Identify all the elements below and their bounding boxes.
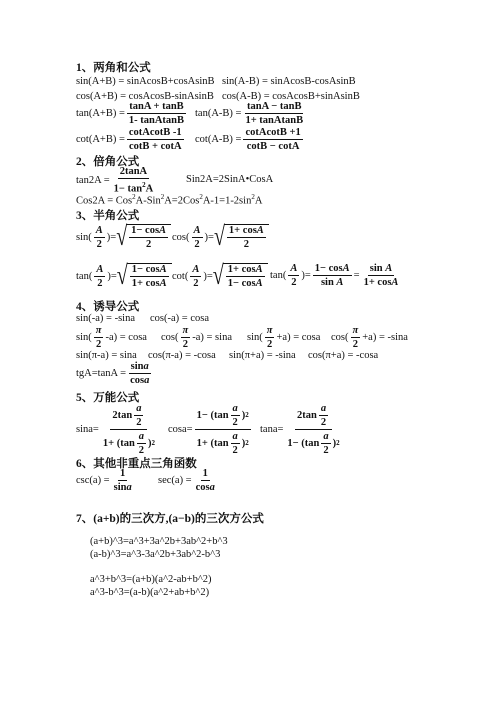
half-tan2-num1: 1− cos: [314, 263, 343, 274]
half-cos-num: 1+ cos: [228, 225, 257, 236]
cp2m-lhs: cos(: [161, 332, 179, 343]
half-tan-lhs: tan(: [76, 270, 93, 282]
sin-diff-formula: sin(A-B) = sinAcosB-cosAsinB: [222, 76, 356, 87]
sec-num: 1: [202, 468, 208, 479]
half-tan2-eq2: =: [353, 270, 360, 281]
csc-lhs: csc(a) =: [76, 475, 110, 486]
half-tan-eq: )=: [107, 270, 117, 282]
universal-cos: [168, 403, 253, 456]
half-tan2-num1-A: A: [342, 263, 350, 274]
sp2m-rhs: -a) = cosa: [105, 332, 147, 343]
csc-den: sin: [113, 482, 127, 493]
cot-diff-formula: [195, 127, 305, 152]
cos-pi-minus: cos(π-a) = -cosa: [148, 350, 216, 361]
half-sin-num-A: A: [159, 225, 167, 236]
cos2a-part-c: A=2Cos: [164, 195, 200, 207]
half-tan-num-A: A: [159, 264, 167, 275]
half-sin-A: A: [95, 224, 103, 236]
tan-sum-denominator: 1- tanAtanB: [128, 115, 185, 126]
sp2p-lhs: sin(: [247, 332, 263, 343]
cot-sum-denominator: cotB + cotA: [128, 141, 182, 152]
half-angle-tan-alt: [270, 263, 402, 288]
tan-sum-formula: [76, 101, 188, 126]
cube-sum-formula: (a+b)^3=a^3+3a^2b+3ab^2+b^3: [90, 536, 228, 547]
ut-lhs: tana=: [260, 424, 284, 435]
half-tan-A: A: [96, 263, 104, 275]
csc-formula: [76, 468, 136, 493]
us-den: 1+ (tan: [102, 438, 135, 449]
sqrt-icon: √: [116, 261, 128, 291]
tan-diff-lhs: tan(A-B) =: [195, 108, 242, 119]
us-den-2: 2: [138, 445, 145, 456]
sin-neg-formula: sin(-a) = -sina: [76, 313, 135, 324]
sum-of-cubes-formula: a^3+b^3=(a+b)(a^2-ab+b^2): [90, 574, 212, 585]
half-tan-2: 2: [97, 277, 103, 289]
tan-sum-lhs: tan(A+B) =: [76, 108, 125, 119]
cos-sum-formula: cos(A+B) = cosAcosB-sinAsinB: [76, 91, 214, 102]
sp2p-rhs: +a) = cosa: [276, 332, 321, 343]
tga-den-a: a: [144, 375, 150, 386]
cot-diff-denominator: cotB − cotA: [246, 141, 300, 152]
ut-den: 1− (tan: [287, 438, 320, 449]
sec-den: cos: [195, 482, 210, 493]
csc-num: 1: [120, 468, 126, 479]
us-den-close: ): [148, 438, 152, 449]
cot-sum-formula: [76, 127, 186, 152]
cp2p-2: 2: [352, 339, 358, 350]
sin-pi-minus: sin(π-a) = sina: [76, 350, 137, 361]
ut-num-2tan: 2tan: [296, 410, 317, 421]
tga-den: cos: [130, 375, 145, 386]
sqrt-icon: √: [213, 222, 225, 252]
us-num-2tan: 2tan: [112, 410, 133, 421]
csc-den-a: a: [126, 482, 132, 493]
half-cos-num-A: A: [256, 225, 264, 236]
cot-diff-lhs: cot(A-B) =: [195, 134, 242, 145]
uc-num-close: ): [241, 410, 246, 421]
half-cot-num-A: A: [255, 264, 263, 275]
tga-formula: [76, 361, 153, 386]
ut-num-2: 2: [320, 417, 327, 428]
tan2a-den-sup: 2: [142, 181, 146, 189]
us-den-sq: 2: [151, 439, 156, 447]
cot-sum-numerator: cotAcotB -1: [128, 127, 182, 138]
cos2a-sup-4: 2: [251, 193, 255, 201]
half-tan2-den2-A: A: [391, 277, 399, 288]
cos2a-sup-3: 2: [199, 193, 203, 201]
tan-diff-formula: [195, 101, 307, 126]
section-2-heading: 2、倍角公式: [76, 156, 140, 168]
cos2a-part-d: A-1=1-2sin: [202, 195, 252, 207]
us-den-a: a: [138, 431, 145, 442]
cos2a-part-b: A-Sin: [135, 195, 161, 207]
cos2a-part-e: A: [254, 195, 263, 207]
sin2a-formula: Sin2A=2SinA•CosA: [186, 174, 274, 185]
ut-num-a: a: [320, 403, 327, 414]
cp2m-rhs: -a) = sina: [192, 332, 232, 343]
uc-num: 1− (tan: [196, 410, 229, 421]
sin-pi-plus: sin(π+a) = -sina: [229, 350, 296, 361]
section-1-heading: 1、两角和公式: [76, 62, 151, 74]
half-cot-num: 1+ cos: [227, 264, 256, 275]
universal-sin: [76, 403, 159, 456]
cos2a-part-a: Cos2A = Cos: [76, 195, 133, 207]
cos-neg-formula: cos(-a) = cosa: [150, 313, 209, 324]
cos-pi2-plus: [331, 325, 408, 350]
ut-den-a: a: [323, 431, 329, 442]
half-cot-2: 2: [193, 277, 199, 289]
tga-num: sin: [130, 361, 144, 372]
half-cos-den: 2: [243, 239, 249, 250]
tga-num-a: a: [143, 361, 149, 372]
half-tan2-den1: sin: [320, 277, 334, 288]
section-5-heading: 5、万能公式: [76, 392, 140, 404]
diff-of-cubes-formula: a^3-b^3=(a-b)(a^2+ab+b^2): [90, 587, 210, 598]
ut-den-2: 2: [323, 445, 329, 456]
half-angle-tan: [76, 263, 172, 289]
uc-den-2: 2: [232, 445, 238, 456]
sp2m-2: 2: [95, 339, 102, 350]
half-tan2-lhs: tan(: [270, 270, 287, 281]
sin-pi2-plus: [247, 325, 320, 350]
half-sin-2: 2: [96, 238, 102, 250]
half-sin-den: 2: [145, 239, 152, 250]
sqrt-icon: √: [116, 222, 128, 252]
cp2p-rhs: +a) = -sina: [362, 332, 408, 343]
uc-num-sq: 2: [245, 411, 249, 419]
sp2m-lhs: sin(: [76, 332, 92, 343]
cos2a-sup-1: 2: [132, 193, 136, 201]
tan-sum-numerator: tanA + tanB: [129, 101, 184, 112]
sec-den-a: a: [209, 482, 215, 493]
half-cot-den-A: A: [255, 278, 263, 289]
uc-num-2: 2: [232, 417, 238, 428]
cos-pi2-minus: [161, 325, 232, 350]
sin-pi2-minus: [76, 325, 147, 350]
cos2a-formula: [76, 193, 262, 207]
half-tan2-2: 2: [291, 277, 297, 288]
sec-formula: [158, 468, 219, 493]
section-7-heading: 7、(a+b)的三次方,(a−b)的三次方公式: [76, 513, 264, 525]
sin-sum-formula: sin(A+B) = sinAcosB+cosAsinB: [76, 76, 215, 87]
uc-den-sq: 2: [245, 439, 249, 447]
half-tan2-num2: sin: [369, 263, 383, 274]
half-tan2-num2-A: A: [385, 263, 393, 274]
cos-diff-formula: cos(A-B) = cosAcosB+sinAsinB: [222, 91, 360, 102]
tga-lhs: tgA=tanA =: [76, 368, 127, 379]
us-lhs: sina=: [76, 424, 99, 435]
half-tan2-den1-A: A: [336, 277, 344, 288]
half-cos-A: A: [193, 224, 201, 236]
half-tan-den: 1+ cos: [131, 278, 160, 289]
tan-diff-denominator: 1+ tanAtanB: [245, 115, 304, 126]
half-tan2-den2: 1+ cos: [363, 277, 392, 288]
half-cos-lhs: cos(: [172, 231, 190, 243]
uc-num-a: a: [232, 403, 238, 414]
sp2m-pi: π: [95, 325, 102, 336]
cube-diff-formula: (a-b)^3=a^3-3a^2b+3ab^2-b^3: [90, 549, 221, 560]
half-tan2-eq: )=: [301, 270, 311, 281]
uc-lhs: cosa=: [168, 424, 193, 435]
half-sin-lhs: sin(: [76, 231, 92, 243]
half-cot-eq: )=: [203, 270, 213, 282]
half-angle-cot: [172, 263, 268, 289]
half-angle-cos: [172, 224, 269, 250]
uc-den-close: ): [241, 438, 246, 449]
half-cot-A: A: [192, 263, 200, 275]
sp2p-pi: π: [266, 325, 273, 336]
sp2p-2: 2: [266, 339, 273, 350]
half-tan-den-A: A: [159, 278, 167, 289]
half-tan2-A: A: [290, 263, 298, 274]
cp2p-lhs: cos(: [331, 332, 349, 343]
cp2m-pi: π: [182, 325, 189, 336]
section-3-heading: 3、半角公式: [76, 210, 140, 222]
us-num-a: a: [136, 403, 142, 414]
half-cot-lhs: cot(: [172, 270, 189, 282]
tan-diff-numerator: tanA − tanB: [247, 101, 302, 112]
tan2a-den-tail: A: [145, 183, 154, 195]
us-num-2: 2: [136, 417, 142, 428]
half-cot-den: 1− cos: [227, 278, 256, 289]
universal-tan: [260, 403, 344, 456]
uc-den-a: a: [232, 431, 238, 442]
half-cos-eq: )=: [204, 231, 214, 243]
section-6-heading: 6、其他非重点三角函数: [76, 458, 197, 470]
cos-pi-plus: cos(π+a) = -cosa: [308, 350, 379, 361]
half-sin-num: 1− cos: [131, 225, 160, 236]
tan2a-numerator: 2tanA: [119, 166, 148, 177]
cot-diff-numerator: cotAcotB +1: [245, 127, 301, 138]
sec-lhs: sec(a) =: [158, 475, 192, 486]
sqrt-icon: √: [212, 261, 224, 291]
cos2a-sup-2: 2: [160, 193, 165, 201]
tan2a-lhs: tan2A =: [76, 174, 110, 186]
uc-den: 1+ (tan: [196, 438, 229, 449]
ut-den-sq: 2: [336, 439, 340, 447]
ut-den-close: ): [332, 438, 337, 449]
section-4-heading: 4、诱导公式: [76, 301, 140, 313]
half-angle-sin: [76, 224, 171, 250]
tan2a-den-text: 1− tan: [113, 183, 143, 195]
half-tan-num: 1− cos: [131, 264, 160, 275]
half-cos-2: 2: [194, 238, 200, 250]
half-sin-eq: )=: [106, 231, 117, 243]
tan2a-formula: [76, 166, 157, 195]
cot-sum-lhs: cot(A+B) =: [76, 134, 125, 145]
cp2p-pi: π: [352, 325, 359, 336]
cp2m-2: 2: [182, 339, 188, 350]
